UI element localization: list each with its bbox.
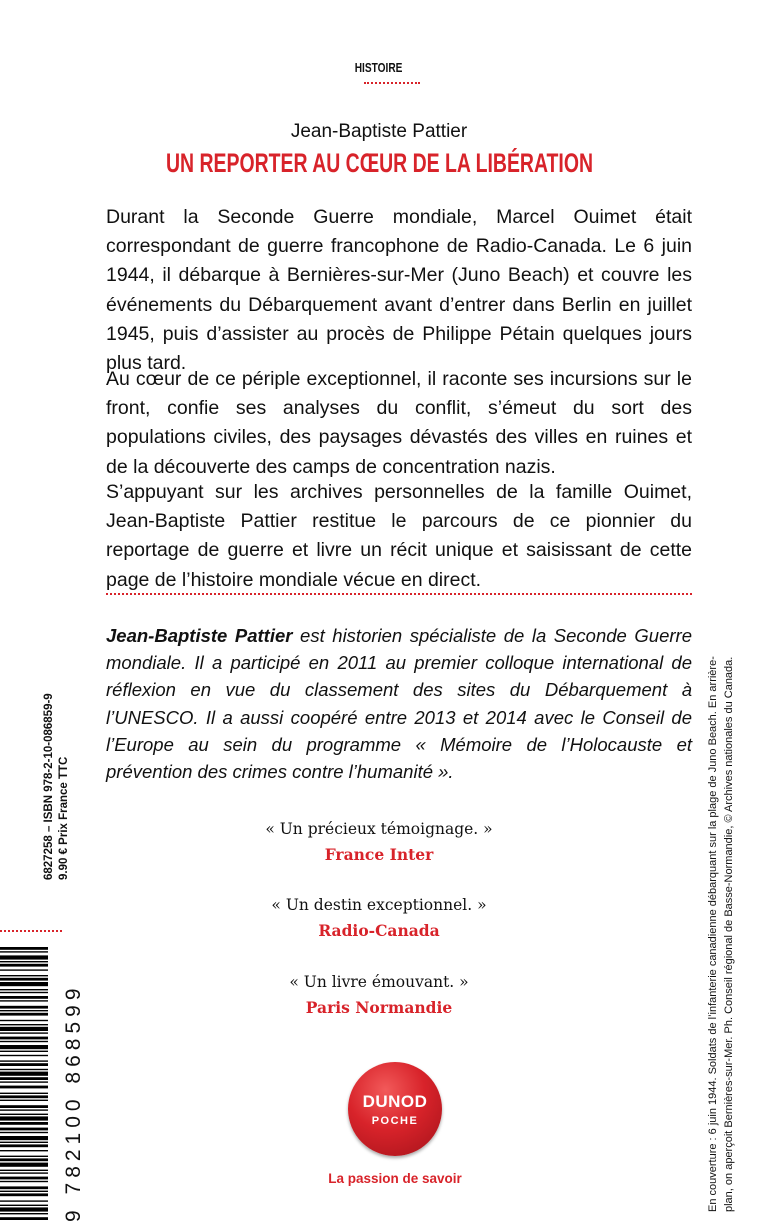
barcode-bar: [0, 982, 48, 986]
barcode: [0, 945, 48, 1223]
bio-text: est historien spécialiste de la Seconde Guerre mondiale. Il a participé en 2011 au premier colloque international de réflexion en vue du classement des sites du Débarquement à l’UNESCO. Il a aussi coopéré entre 2013 et 2014 avec le Conseil de l’Europe au sein du programme « Mémoire de l’Holocauste et prévention des crimes contre l’humanité ».: [106, 625, 692, 783]
cover-credit-line-1: En couverture : 6 juin 1944. Soldats de l’infanterie canadienne débarquant sur la plage de Juno Beach. En arrière-: [707, 656, 719, 1212]
logo-brand: DUNOD: [362, 1092, 428, 1111]
barcode-bar: [0, 1086, 48, 1089]
price-text: 9.90 € Prix France TTC: [58, 756, 70, 880]
barcode-bar: [0, 1172, 48, 1173]
barcode-bar: [0, 1105, 48, 1108]
barcode-bar: [0, 1006, 48, 1009]
barcode-bar: [0, 1055, 48, 1056]
barcode-bar: [0, 1109, 48, 1110]
barcode-bar: [0, 1207, 48, 1211]
barcode-bar: [0, 1200, 48, 1201]
barcode-bar: [0, 1013, 48, 1016]
barcode-bar: [0, 1072, 48, 1076]
barcode-bar: [0, 1186, 48, 1189]
barcode-bar: [0, 969, 48, 970]
barcode-bar: [0, 1181, 48, 1182]
barcode-bar: [0, 1213, 48, 1214]
book-title: UN REPORTER AU CŒUR DE LA LIBÉRATION: [165, 148, 593, 178]
barcode-bar: [0, 1020, 48, 1021]
barcode-bar: [0, 1000, 48, 1001]
barcode-bar: [0, 1177, 48, 1180]
barcode-bar: [0, 1063, 48, 1066]
dunod-poche-logo: [348, 1062, 442, 1156]
barcode-bar: [0, 1051, 48, 1052]
barcode-bar: [0, 989, 48, 990]
review-quote-1: « Un précieux témoignage. »: [265, 820, 493, 838]
barcode-bar: [0, 947, 48, 950]
barcode-bar: [0, 1024, 48, 1025]
barcode-bar: [0, 955, 48, 959]
barcode-bar: [0, 1081, 48, 1082]
review-source-3: Paris Normandie: [305, 998, 453, 1017]
isbn-text: 6827258 – ISBN 978-2-10-086859-9: [43, 693, 55, 880]
barcode-bar: [0, 1037, 48, 1040]
barcode-bar: [0, 1170, 48, 1171]
barcode-bar: [0, 1128, 48, 1131]
barcode-bar: [0, 1041, 48, 1042]
barcode-digits: 9 782100 868599: [62, 983, 85, 1222]
barcode-bar: [0, 951, 48, 952]
divider-middle: [106, 593, 692, 595]
barcode-bar: [0, 1122, 48, 1125]
author-name: Jean-Baptiste Pattier: [290, 121, 468, 142]
barcode-bar: [0, 1158, 48, 1161]
barcode-bar: [0, 1116, 48, 1120]
divider-left: [0, 930, 62, 932]
barcode-bar: [0, 1069, 48, 1070]
review-source-1: France Inter: [324, 845, 434, 864]
publisher-slogan: La passion de savoir: [328, 1171, 462, 1186]
barcode-bar: [0, 1100, 48, 1101]
barcode-bar: [0, 1156, 48, 1157]
barcode-bar: [0, 1060, 48, 1061]
barcode-bar: [0, 1144, 48, 1147]
summary-paragraph-2: Au cœur de ce périple exceptionnel, il raconte ses incursions sur le front, confie ses analyses du conflit, s’émeut du sort des populations civiles, des paysages dévastés des villes en ruines et de la découverte des camps de concentration nazis.: [106, 368, 692, 478]
barcode-bar: [0, 1027, 48, 1031]
summary-paragraph-1: Durant la Seconde Guerre mondiale, Marcel Ouimet était correspondant de guerre francophone de Radio-Canada. Le 6 juin 1944, il débarque à Bernières-sur-Mer (Juno Beach) et couvre les événements du Débarquement avant d’entrer dans Berlin en juillet 1945, puis d’assister au procès de Philippe Pétain quelques jours plus tard.: [106, 206, 692, 375]
barcode-bar: [0, 978, 48, 981]
barcode-bar: [0, 1163, 48, 1167]
barcode-bar: [0, 1150, 48, 1151]
barcode-bar: [0, 1136, 48, 1140]
review-quote-3: « Un livre émouvant. »: [289, 973, 469, 991]
review-quote-2: « Un destin exceptionnel. »: [271, 896, 487, 914]
barcode-bar: [0, 1142, 48, 1143]
category-label: HISTOIRE: [355, 60, 403, 75]
barcode-bar: [0, 996, 48, 999]
barcode-bar: [0, 1077, 48, 1080]
barcode-bar: [0, 975, 48, 976]
barcode-bar: [0, 1132, 48, 1133]
barcode-bar: [0, 1193, 48, 1196]
barcode-bar: [0, 964, 48, 967]
barcode-bar: [0, 961, 48, 962]
logo-collection: POCHE: [371, 1115, 419, 1127]
barcode-bar: [0, 1217, 48, 1220]
barcode-bar: [0, 992, 48, 993]
review-source-2: Radio-Canada: [318, 921, 440, 940]
author-bio: [106, 622, 692, 785]
cover-credit-line-2: plan, on aperçoit Bernières-sur-Mer. Ph. Conseil régional de Basse-Normandie, © Archives nationales du Canada.: [723, 656, 735, 1212]
bio-author-name: Jean-Baptiste Pattier: [106, 625, 293, 646]
divider-top: [364, 82, 420, 84]
barcode-bar: [0, 1032, 48, 1033]
summary-paragraph-3: S’appuyant sur les archives personnelles de la famille Ouimet, Jean-Baptiste Pattier restitue le parcours de ce pionnier du reportage de guerre et livre un récit unique et saisissant de cette page de l’histoire mondiale vécue en direct.: [106, 481, 692, 591]
barcode-bar: [0, 1205, 48, 1206]
barcode-bar: [0, 1093, 48, 1094]
barcode-bar: [0, 1095, 48, 1098]
barcode-bar: [0, 1045, 48, 1049]
barcode-bar: [0, 1191, 48, 1192]
barcode-bar: [0, 1010, 48, 1011]
barcode-bar: [0, 1114, 48, 1115]
